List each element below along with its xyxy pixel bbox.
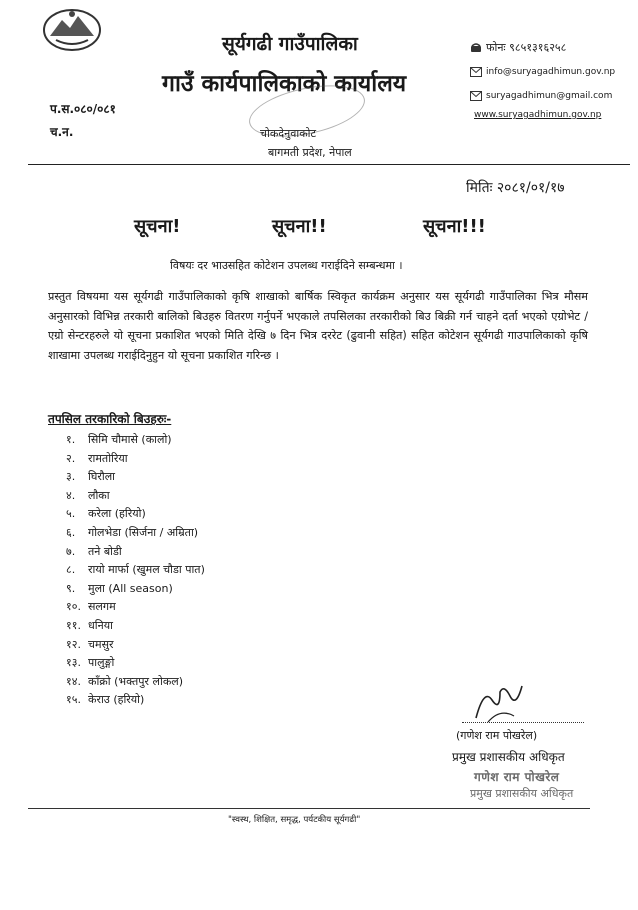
seed-list-heading: तपसिल तरकारिको बिउहरुः- <box>48 412 172 426</box>
contact-email-1 <box>470 67 615 77</box>
notice-date: मितिः २०८१/०१/१७ <box>466 180 565 196</box>
list-item: ६. गोलभेडा (सिर्जना / अम्रिता) <box>66 525 199 539</box>
signatory-title: प्रमुख प्रशासकीय अधिकृत <box>452 750 565 764</box>
office-name: गाउँ कार्यपालिकाको कार्यालय <box>162 71 407 97</box>
mail-icon <box>470 91 482 101</box>
title-stamp: प्रमुख प्रशासकीय अधिकृत <box>470 787 574 800</box>
list-item: ५. करेला (हरियो) <box>66 507 146 521</box>
list-item: १. सिमि चौमासे (कालो) <box>66 433 172 446</box>
signature-line <box>462 722 584 723</box>
phone-text: फोनः ९८५१३१६२५८ <box>486 41 567 54</box>
list-item: ४. लौका <box>66 488 110 502</box>
list-item: ७. तने बोडी <box>66 544 122 558</box>
org-name: सूर्यगढी गाउँपालिका <box>222 33 358 55</box>
list-item: २. रामतोरिया <box>66 451 128 465</box>
contact-email-2 <box>470 91 612 101</box>
office-address: चोकदेनुवाकोट <box>260 127 317 140</box>
list-item: १३. पालुङ्गो <box>66 656 115 670</box>
header-divider <box>28 164 630 165</box>
footer-motto: "स्वस्थ, शिक्षित, समृद्ध, पर्यटकीय सूर्यगढी" <box>228 815 361 825</box>
reference-number: प.स.०८०/०८१ <box>50 102 116 116</box>
email-text[interactable]: info@suryagadhimun.gov.np <box>486 67 616 77</box>
notice-body: प्रस्तुत विषयमा यस सूर्यगढी गाउँपालिकाको कृषि शाखाको बार्षिक स्विकृत कार्यक्रम अनुसार यस सूर्यगढी गाउँपालिका भित्र मौसम अनुसारको विभिन्न तरकारी बालिको बिउहरु वितरण गर्नुपर्ने भएकाले तपसिलका तरकारीको बिउ बिक्री गर्न चाहने दर्ता भएको एग्रोभेट / एग्रो सेन्टरहरुले यो सूचना प्रकाशित भएको मिति देखि ७ दिन भित्र दररेट (ढुवानी सहित) सहित कोटेशन सूर्यगढी गाउपालिकाको कृषि शाखामा उपलब्ध गराईदिनुहुन यो सूचना प्रकाशित गरिन्छ । <box>48 290 588 362</box>
list-item: ९. मुला (All season) <box>66 581 173 595</box>
footer-divider <box>28 808 590 809</box>
list-item: १४. काँक्रो (भक्तपुर लोकल) <box>66 674 184 688</box>
province-address: बागमती प्रदेश, नेपाल <box>268 146 352 159</box>
phone-icon <box>470 43 482 53</box>
notice-heading-3: सूचना!!! <box>423 216 486 237</box>
list-item: १५. केराउ (हरियो) <box>66 693 145 707</box>
dispatch-number: च.न. <box>50 125 74 139</box>
signatory-name: (गणेश राम पोखरेल) <box>456 729 538 742</box>
contact-phone <box>470 40 566 55</box>
mail-icon <box>470 67 482 77</box>
gmail-text[interactable]: suryagadhimun@gmail.com <box>486 91 613 101</box>
website-link[interactable]: www.suryagadhimun.gov.np <box>474 110 602 120</box>
subject-line: विषयः दर भाउसहित कोटेशन उपलब्ध गराईदिने सम्बन्धमा । <box>170 259 403 272</box>
handwritten-signature <box>470 678 530 724</box>
list-item: ११. धनिया <box>66 618 113 632</box>
list-item: १२. चमसुर <box>66 637 114 651</box>
contact-website <box>474 110 601 120</box>
name-stamp: गणेश राम पोखरेल <box>474 770 560 784</box>
seed-list <box>66 431 205 710</box>
notice-heading-2: सूचना!! <box>272 216 327 237</box>
nepal-emblem-logo <box>40 6 104 54</box>
notice-heading-1: सूचना! <box>134 216 181 237</box>
list-item: ८. रायो मार्फा (खुमल चौडा पात) <box>66 563 205 577</box>
list-item: १०. सलगम <box>66 600 116 614</box>
list-item: ३. घिरौला <box>66 470 116 484</box>
